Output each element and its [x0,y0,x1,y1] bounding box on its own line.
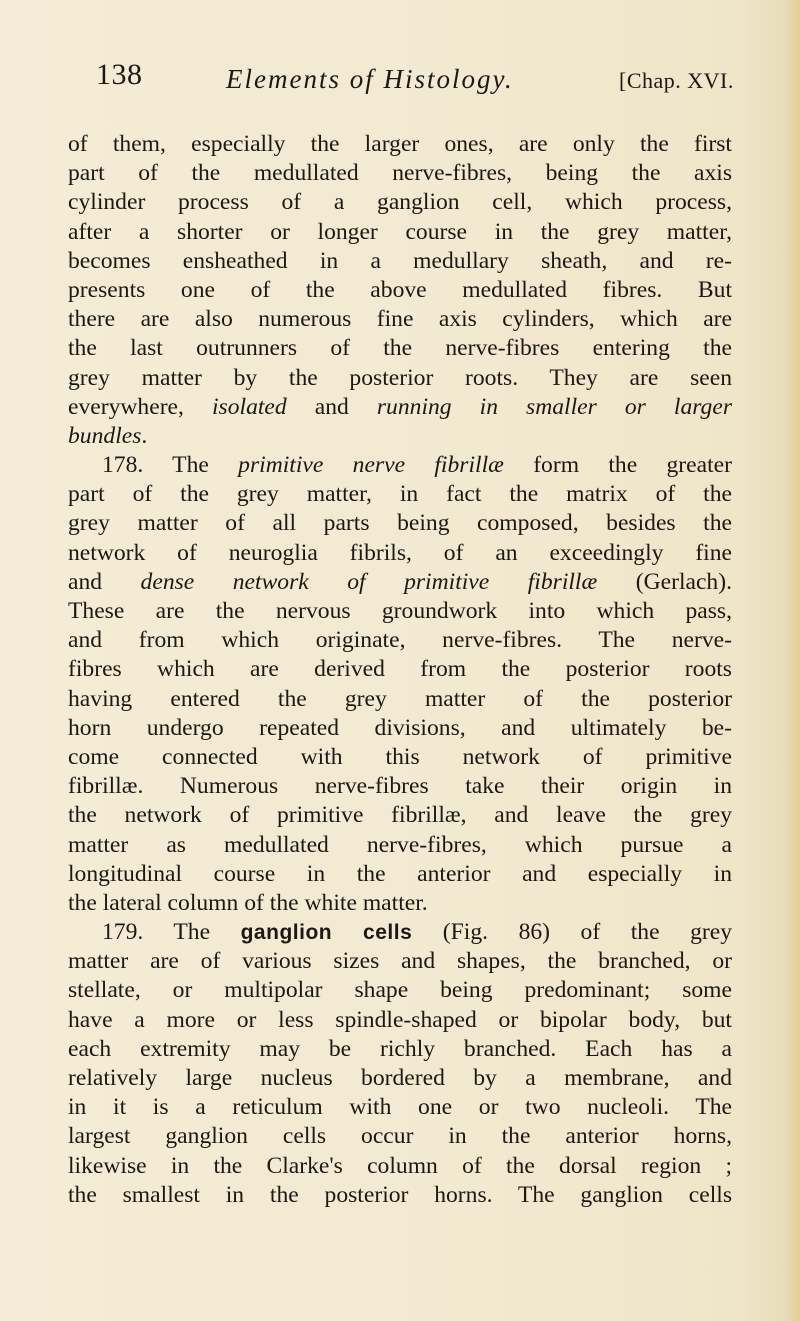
text-line: the lateral column of the white matter. [68,889,428,916]
running-header [96,58,746,102]
text-line: of them, especially the larger ones, are only the first [68,131,732,157]
text-line: and dense network of primitive fibrillæ (Gerlach). [68,568,732,595]
text-line: there are also numerous fine axis cylinders, which are [68,306,732,333]
text-line: the last outrunners of the nerve-fibres entering the [68,335,732,362]
text-line: part of the medullated nerve-fibres, being the axis [68,160,732,187]
text-line: come connected with this network of primitive [68,743,732,770]
text-line: bundles. [68,422,148,449]
body-text [68,130,732,1210]
text-line: largest ganglion cells occur in the anterior horns, [68,1123,732,1150]
text-line: the smallest in the posterior horns. The ganglion cells [68,1181,732,1208]
text-line: horn undergo repeated divisions, and ultimately be- [68,714,732,741]
italic-emphasis: bundles [68,422,142,449]
text-line: part of the grey matter, in fact the matrix of the [68,481,732,508]
text-line: matter as medullated nerve-fibres, which pursue a [68,831,732,858]
text-line: each extremity may be richly branched. Each has a [68,1035,732,1062]
page-edge-stain [786,0,800,1321]
text-line: cylinder process of a ganglion cell, which process, [68,189,732,216]
text-line: grey matter by the posterior roots. They are seen [68,364,732,391]
text-line: grey matter of all parts being composed, besides the [68,510,732,537]
text-line: network of neuroglia fibrils, of an exceedingly fine [68,539,732,566]
text-line: longitudinal course in the anterior and especially in [68,860,732,887]
text-line: and from which originate, nerve-fibres. The nerve- [68,627,732,654]
text-line: have a more or less spindle-shaped or bipolar body, but [68,1006,732,1033]
text-line: likewise in the Clarke's column of the dorsal region ; [68,1152,732,1179]
text-line: in it is a reticulum with one or two nucleoli. The [68,1094,732,1121]
text-line: stellate, or multipolar shape being predominant; some [68,977,732,1004]
text-line: matter are of various sizes and shapes, the branched, or [68,948,732,975]
italic-emphasis: dense network of primitive fibrillæ [140,568,598,595]
text-line: presents one of the above medullated fibres. But [68,276,732,303]
italic-emphasis: primitive nerve fibrillæ [238,452,504,479]
text-line: the network of primitive fibrillæ, and leave the grey [68,802,732,829]
text-line: fibrillæ. Numerous nerve-fibres take their origin in [68,773,732,800]
chapter-reference: [Chap. XVI. [619,68,734,93]
italic-emphasis: running in smaller or larger [376,393,732,420]
text-line: having entered the grey matter of the posterior [68,685,732,712]
text-line: relatively large nucleus bordered by a membrane, and [68,1065,732,1091]
paragraph-178-start: 178. The primitive nerve fibrillæ form the greater [102,452,732,479]
page-number: 138 [96,58,143,91]
running-title: Elements of Histology. [226,64,514,94]
bold-term: ganglion cells [240,921,413,945]
text-line: becomes ensheathed in a medullary sheath, and re- [68,247,732,274]
paragraph-179-start: 179. The ganglion cells (Fig. 86) of the grey [102,919,733,946]
italic-emphasis: isolated [211,393,287,420]
text-line: These are the nervous groundwork into which pass, [68,598,732,624]
text-line: after a shorter or longer course in the grey matter, [68,218,732,245]
text-line: everywhere, isolated and running in smaller or larger [68,393,732,420]
text-line: fibres which are derived from the posterior roots [68,656,732,683]
